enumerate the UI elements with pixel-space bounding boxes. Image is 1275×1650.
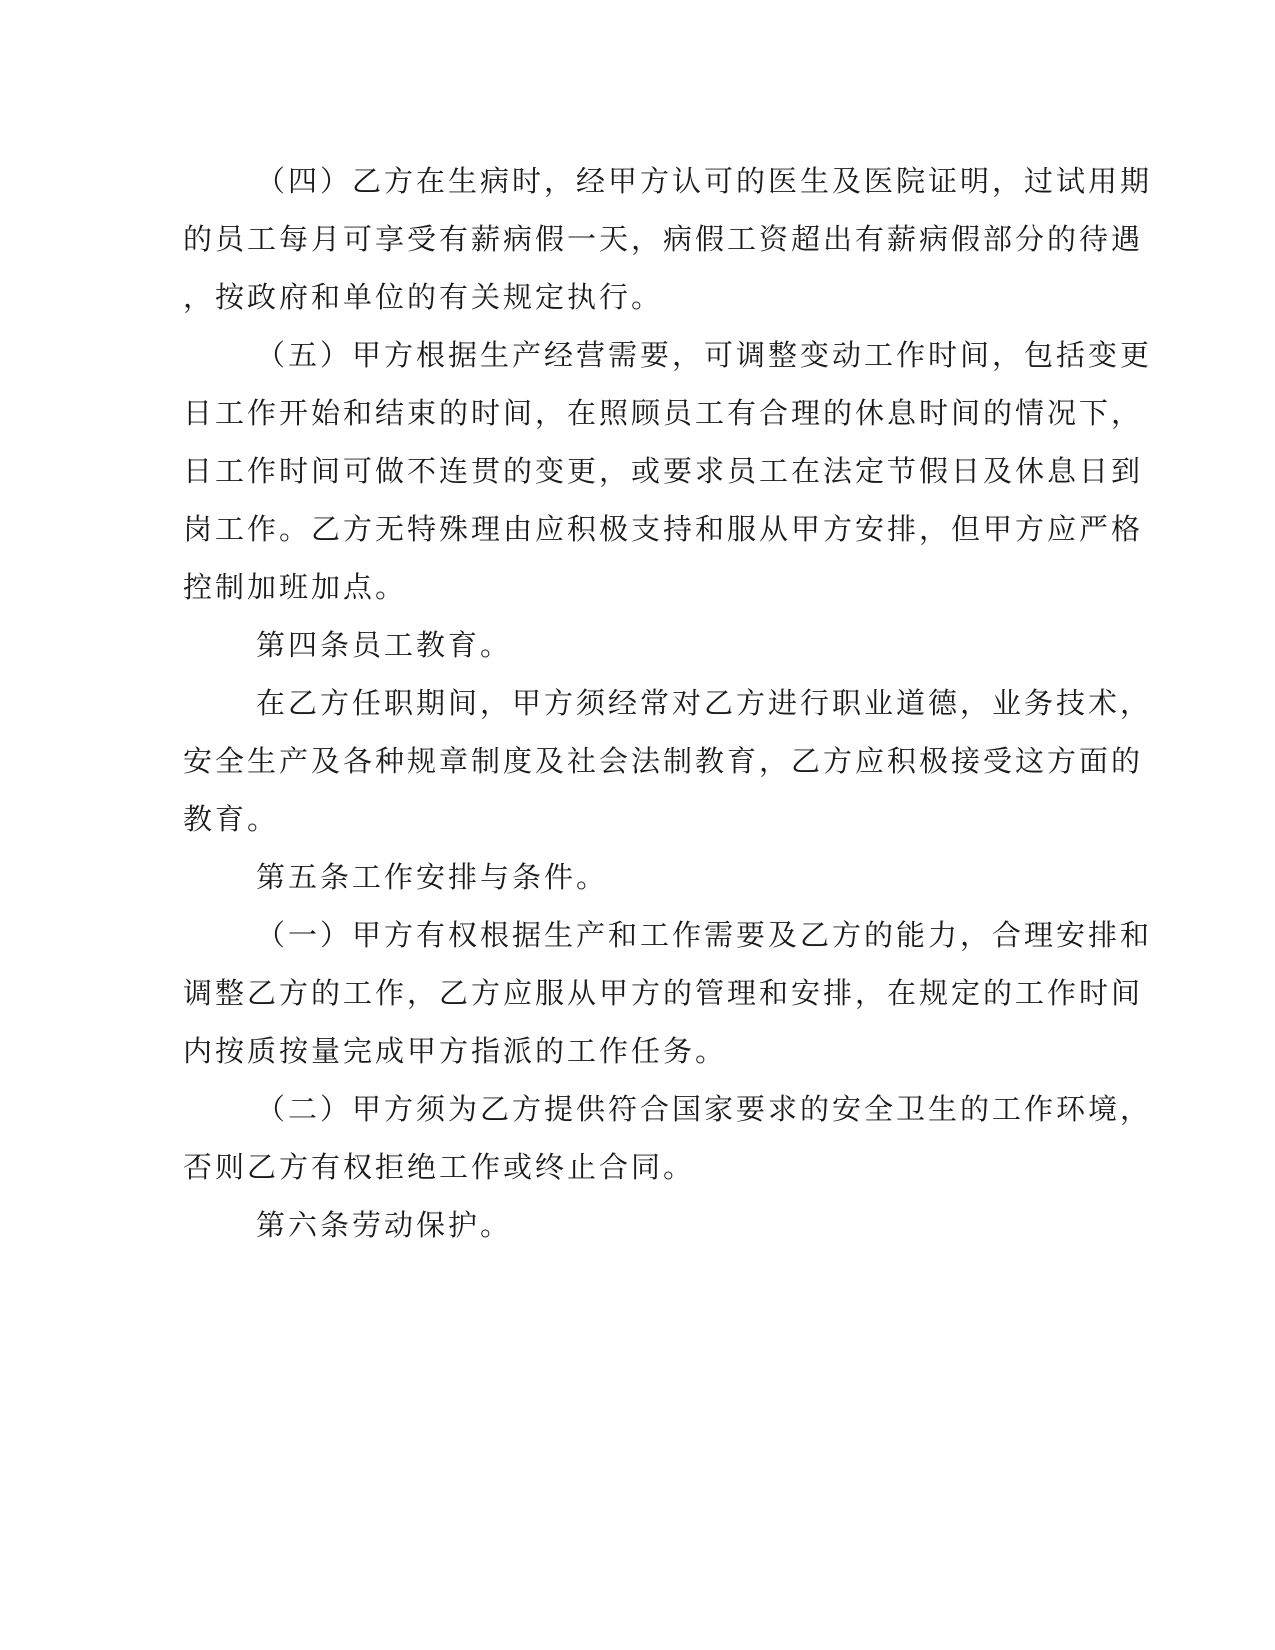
- text-line: 在乙方任职期间，甲方须经常对乙方进行职业道德，业务技术，: [256, 686, 1153, 720]
- section-heading: 第五条工作安排与条件。: [256, 860, 609, 894]
- text-line: 调整乙方的工作，乙方应服从甲方的管理和安排，在规定的工作时间: [183, 976, 1144, 1010]
- text-line: 教育。: [183, 802, 280, 836]
- text-line: 内按质按量完成甲方指派的工作任务。: [183, 1034, 728, 1068]
- text-line: ，按政府和单位的有关规定执行。: [183, 280, 664, 314]
- text-line: 日工作开始和结束的时间，在照顾员工有合理的休息时间的情况下，: [183, 396, 1144, 430]
- text-line: （四）乙方在生病时，经甲方认可的医生及医院证明，过试用期: [256, 164, 1153, 198]
- text-line: （一）甲方有权根据生产和工作需要及乙方的能力，合理安排和: [256, 918, 1153, 952]
- text-line: 否则乙方有权拒绝工作或终止合同。: [183, 1150, 696, 1184]
- section-heading: 第六条劳动保护。: [256, 1208, 513, 1242]
- text-line: 日工作时间可做不连贯的变更，或要求员工在法定节假日及休息日到: [183, 454, 1144, 488]
- text-line: 的员工每月可享受有薪病假一天，病假工资超出有薪病假部分的待遇: [183, 222, 1144, 256]
- text-line: 控制加班加点。: [183, 570, 408, 604]
- section-heading: 第四条员工教育。: [256, 628, 513, 662]
- text-line: （五）甲方根据生产经营需要，可调整变动工作时间，包括变更: [256, 338, 1153, 372]
- text-line: （二）甲方须为乙方提供符合国家要求的安全卫生的工作环境，: [256, 1092, 1153, 1126]
- text-line: 安全生产及各种规章制度及社会法制教育，乙方应积极接受这方面的: [183, 744, 1144, 778]
- text-line: 岗工作。乙方无特殊理由应积极支持和服从甲方安排，但甲方应严格: [183, 512, 1144, 546]
